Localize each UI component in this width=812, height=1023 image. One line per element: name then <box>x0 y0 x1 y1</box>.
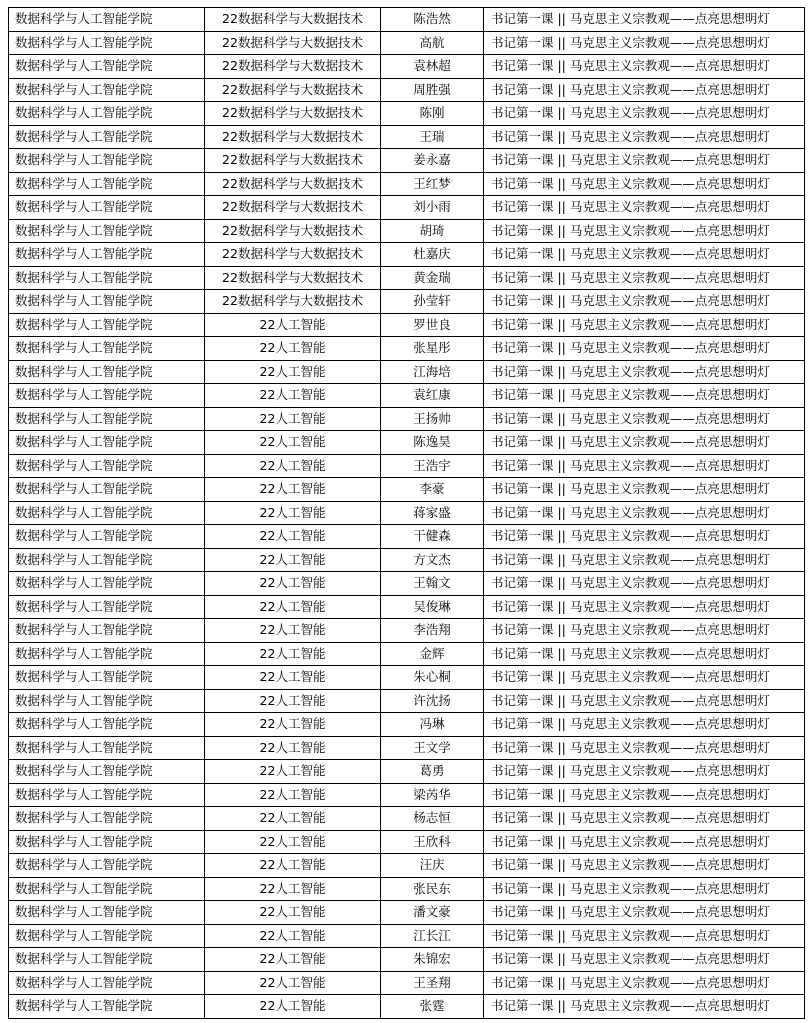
major-cell: 22数据科学与大数据技术 <box>205 31 381 55</box>
college-cell: 数据科学与人工智能学院 <box>9 760 205 784</box>
major-cell: 22人工智能 <box>205 736 381 760</box>
course-cell: 书记第一课 || 马克思主义宗教观——点亮思想明灯 <box>484 901 805 925</box>
name-cell: 王瑞 <box>381 125 484 149</box>
major-cell: 22人工智能 <box>205 642 381 666</box>
table-row <box>9 642 805 666</box>
table-row <box>9 313 805 337</box>
college-cell: 数据科学与人工智能学院 <box>9 149 205 173</box>
college-cell: 数据科学与人工智能学院 <box>9 337 205 361</box>
course-cell: 书记第一课 || 马克思主义宗教观——点亮思想明灯 <box>484 384 805 408</box>
major-cell: 22数据科学与大数据技术 <box>205 78 381 102</box>
course-cell: 书记第一课 || 马克思主义宗教观——点亮思想明灯 <box>484 360 805 384</box>
table-row <box>9 807 805 831</box>
course-cell: 书记第一课 || 马克思主义宗教观——点亮思想明灯 <box>484 219 805 243</box>
course-cell: 书记第一课 || 马克思主义宗教观——点亮思想明灯 <box>484 689 805 713</box>
course-cell: 书记第一课 || 马克思主义宗教观——点亮思想明灯 <box>484 196 805 220</box>
course-cell: 书记第一课 || 马克思主义宗教观——点亮思想明灯 <box>484 807 805 831</box>
name-cell: 王文学 <box>381 736 484 760</box>
name-cell: 陈逸昊 <box>381 431 484 455</box>
table-row <box>9 78 805 102</box>
course-cell: 书记第一课 || 马克思主义宗教观——点亮思想明灯 <box>484 31 805 55</box>
major-cell: 22人工智能 <box>205 313 381 337</box>
course-cell: 书记第一课 || 马克思主义宗教观——点亮思想明灯 <box>484 548 805 572</box>
major-cell: 22人工智能 <box>205 407 381 431</box>
course-cell: 书记第一课 || 马克思主义宗教观——点亮思想明灯 <box>484 619 805 643</box>
major-cell: 22人工智能 <box>205 501 381 525</box>
course-cell: 书记第一课 || 马克思主义宗教观——点亮思想明灯 <box>484 478 805 502</box>
major-cell: 22人工智能 <box>205 548 381 572</box>
name-cell: 陈浩然 <box>381 8 484 32</box>
course-cell: 书记第一课 || 马克思主义宗教观——点亮思想明灯 <box>484 266 805 290</box>
name-cell: 袁林超 <box>381 55 484 79</box>
table-row <box>9 783 805 807</box>
table-row <box>9 149 805 173</box>
major-cell: 22人工智能 <box>205 478 381 502</box>
major-cell: 22人工智能 <box>205 572 381 596</box>
major-cell: 22数据科学与大数据技术 <box>205 172 381 196</box>
table-row <box>9 55 805 79</box>
major-cell: 22人工智能 <box>205 360 381 384</box>
course-cell: 书记第一课 || 马克思主义宗教观——点亮思想明灯 <box>484 713 805 737</box>
college-cell: 数据科学与人工智能学院 <box>9 431 205 455</box>
college-cell: 数据科学与人工智能学院 <box>9 924 205 948</box>
course-cell: 书记第一课 || 马克思主义宗教观——点亮思想明灯 <box>484 290 805 314</box>
table-row <box>9 595 805 619</box>
course-cell: 书记第一课 || 马克思主义宗教观——点亮思想明灯 <box>484 924 805 948</box>
course-cell: 书记第一课 || 马克思主义宗教观——点亮思想明灯 <box>484 783 805 807</box>
course-cell: 书记第一课 || 马克思主义宗教观——点亮思想明灯 <box>484 642 805 666</box>
name-cell: 袁红康 <box>381 384 484 408</box>
major-cell: 22人工智能 <box>205 713 381 737</box>
table-row <box>9 689 805 713</box>
name-cell: 孙莹轩 <box>381 290 484 314</box>
major-cell: 22数据科学与大数据技术 <box>205 290 381 314</box>
course-cell: 书记第一课 || 马克思主义宗教观——点亮思想明灯 <box>484 149 805 173</box>
major-cell: 22人工智能 <box>205 901 381 925</box>
table-row <box>9 172 805 196</box>
name-cell: 王扬帅 <box>381 407 484 431</box>
college-cell: 数据科学与人工智能学院 <box>9 384 205 408</box>
name-cell: 罗世良 <box>381 313 484 337</box>
major-cell: 22人工智能 <box>205 807 381 831</box>
table-row <box>9 31 805 55</box>
major-cell: 22数据科学与大数据技术 <box>205 219 381 243</box>
name-cell: 方文杰 <box>381 548 484 572</box>
major-cell: 22人工智能 <box>205 454 381 478</box>
name-cell: 吴俊琳 <box>381 595 484 619</box>
course-cell: 书记第一课 || 马克思主义宗教观——点亮思想明灯 <box>484 830 805 854</box>
major-cell: 22人工智能 <box>205 948 381 972</box>
table-row <box>9 266 805 290</box>
major-cell: 22人工智能 <box>205 525 381 549</box>
course-cell: 书记第一课 || 马克思主义宗教观——点亮思想明灯 <box>484 125 805 149</box>
college-cell: 数据科学与人工智能学院 <box>9 196 205 220</box>
course-cell: 书记第一课 || 马克思主义宗教观——点亮思想明灯 <box>484 995 805 1019</box>
name-cell: 王红梦 <box>381 172 484 196</box>
table-row <box>9 948 805 972</box>
name-cell: 干健森 <box>381 525 484 549</box>
college-cell: 数据科学与人工智能学院 <box>9 948 205 972</box>
course-cell: 书记第一课 || 马克思主义宗教观——点亮思想明灯 <box>484 854 805 878</box>
college-cell: 数据科学与人工智能学院 <box>9 572 205 596</box>
course-cell: 书记第一课 || 马克思主义宗教观——点亮思想明灯 <box>484 501 805 525</box>
table-row <box>9 243 805 267</box>
table-row <box>9 572 805 596</box>
college-cell: 数据科学与人工智能学院 <box>9 501 205 525</box>
table-row <box>9 877 805 901</box>
course-cell: 书记第一课 || 马克思主义宗教观——点亮思想明灯 <box>484 971 805 995</box>
major-cell: 22人工智能 <box>205 971 381 995</box>
college-cell: 数据科学与人工智能学院 <box>9 102 205 126</box>
college-cell: 数据科学与人工智能学院 <box>9 642 205 666</box>
table-row <box>9 407 805 431</box>
major-cell: 22数据科学与大数据技术 <box>205 266 381 290</box>
table-row <box>9 384 805 408</box>
college-cell: 数据科学与人工智能学院 <box>9 901 205 925</box>
table-row <box>9 454 805 478</box>
major-cell: 22人工智能 <box>205 877 381 901</box>
major-cell: 22人工智能 <box>205 337 381 361</box>
table-row <box>9 971 805 995</box>
course-cell: 书记第一课 || 马克思主义宗教观——点亮思想明灯 <box>484 243 805 267</box>
college-cell: 数据科学与人工智能学院 <box>9 478 205 502</box>
table-row <box>9 478 805 502</box>
course-cell: 书记第一课 || 马克思主义宗教观——点亮思想明灯 <box>484 8 805 32</box>
name-cell: 朱心桐 <box>381 666 484 690</box>
college-cell: 数据科学与人工智能学院 <box>9 243 205 267</box>
college-cell: 数据科学与人工智能学院 <box>9 172 205 196</box>
table-row <box>9 901 805 925</box>
college-cell: 数据科学与人工智能学院 <box>9 830 205 854</box>
name-cell: 葛勇 <box>381 760 484 784</box>
course-cell: 书记第一课 || 马克思主义宗教观——点亮思想明灯 <box>484 313 805 337</box>
table-row <box>9 760 805 784</box>
course-cell: 书记第一课 || 马克思主义宗教观——点亮思想明灯 <box>484 431 805 455</box>
major-cell: 22人工智能 <box>205 830 381 854</box>
college-cell: 数据科学与人工智能学院 <box>9 619 205 643</box>
table-row <box>9 125 805 149</box>
college-cell: 数据科学与人工智能学院 <box>9 807 205 831</box>
course-cell: 书记第一课 || 马克思主义宗教观——点亮思想明灯 <box>484 595 805 619</box>
major-cell: 22人工智能 <box>205 689 381 713</box>
college-cell: 数据科学与人工智能学院 <box>9 219 205 243</box>
name-cell: 王欣科 <box>381 830 484 854</box>
table-row <box>9 713 805 737</box>
college-cell: 数据科学与人工智能学院 <box>9 689 205 713</box>
course-cell: 书记第一课 || 马克思主义宗教观——点亮思想明灯 <box>484 666 805 690</box>
college-cell: 数据科学与人工智能学院 <box>9 995 205 1019</box>
major-cell: 22人工智能 <box>205 384 381 408</box>
table-row <box>9 736 805 760</box>
course-cell: 书记第一课 || 马克思主义宗教观——点亮思想明灯 <box>484 572 805 596</box>
table-row <box>9 666 805 690</box>
table-row <box>9 102 805 126</box>
course-cell: 书记第一课 || 马克思主义宗教观——点亮思想明灯 <box>484 172 805 196</box>
name-cell: 高航 <box>381 31 484 55</box>
college-cell: 数据科学与人工智能学院 <box>9 783 205 807</box>
course-cell: 书记第一课 || 马克思主义宗教观——点亮思想明灯 <box>484 525 805 549</box>
name-cell: 姜永嘉 <box>381 149 484 173</box>
name-cell: 周胜强 <box>381 78 484 102</box>
college-cell: 数据科学与人工智能学院 <box>9 125 205 149</box>
name-cell: 冯琳 <box>381 713 484 737</box>
name-cell: 王浩宇 <box>381 454 484 478</box>
table-row <box>9 854 805 878</box>
major-cell: 22数据科学与大数据技术 <box>205 243 381 267</box>
college-cell: 数据科学与人工智能学院 <box>9 595 205 619</box>
table-row <box>9 196 805 220</box>
college-cell: 数据科学与人工智能学院 <box>9 854 205 878</box>
name-cell: 汪庆 <box>381 854 484 878</box>
name-cell: 许沈扬 <box>381 689 484 713</box>
college-cell: 数据科学与人工智能学院 <box>9 266 205 290</box>
name-cell: 张民东 <box>381 877 484 901</box>
college-cell: 数据科学与人工智能学院 <box>9 313 205 337</box>
major-cell: 22人工智能 <box>205 783 381 807</box>
table-row <box>9 548 805 572</box>
table-row <box>9 501 805 525</box>
college-cell: 数据科学与人工智能学院 <box>9 290 205 314</box>
college-cell: 数据科学与人工智能学院 <box>9 454 205 478</box>
college-cell: 数据科学与人工智能学院 <box>9 877 205 901</box>
major-cell: 22数据科学与大数据技术 <box>205 196 381 220</box>
name-cell: 黄金瑞 <box>381 266 484 290</box>
college-cell: 数据科学与人工智能学院 <box>9 666 205 690</box>
major-cell: 22人工智能 <box>205 619 381 643</box>
name-cell: 张霆 <box>381 995 484 1019</box>
course-cell: 书记第一课 || 马克思主义宗教观——点亮思想明灯 <box>484 948 805 972</box>
major-cell: 22人工智能 <box>205 854 381 878</box>
college-cell: 数据科学与人工智能学院 <box>9 55 205 79</box>
name-cell: 杨志恒 <box>381 807 484 831</box>
name-cell: 李浩翔 <box>381 619 484 643</box>
name-cell: 蒋家盛 <box>381 501 484 525</box>
major-cell: 22数据科学与大数据技术 <box>205 55 381 79</box>
roster-table <box>8 7 805 1019</box>
college-cell: 数据科学与人工智能学院 <box>9 360 205 384</box>
college-cell: 数据科学与人工智能学院 <box>9 736 205 760</box>
name-cell: 王圣翔 <box>381 971 484 995</box>
college-cell: 数据科学与人工智能学院 <box>9 548 205 572</box>
table-row <box>9 219 805 243</box>
table-row <box>9 337 805 361</box>
major-cell: 22数据科学与大数据技术 <box>205 125 381 149</box>
name-cell: 金辉 <box>381 642 484 666</box>
major-cell: 22人工智能 <box>205 760 381 784</box>
table-row <box>9 360 805 384</box>
name-cell: 潘文豪 <box>381 901 484 925</box>
roster-table-body <box>9 8 805 1019</box>
name-cell: 李豪 <box>381 478 484 502</box>
table-row <box>9 8 805 32</box>
college-cell: 数据科学与人工智能学院 <box>9 971 205 995</box>
major-cell: 22数据科学与大数据技术 <box>205 102 381 126</box>
major-cell: 22人工智能 <box>205 924 381 948</box>
table-row <box>9 619 805 643</box>
table-row <box>9 830 805 854</box>
name-cell: 王翰文 <box>381 572 484 596</box>
table-row <box>9 431 805 455</box>
college-cell: 数据科学与人工智能学院 <box>9 407 205 431</box>
college-cell: 数据科学与人工智能学院 <box>9 713 205 737</box>
course-cell: 书记第一课 || 马克思主义宗教观——点亮思想明灯 <box>484 736 805 760</box>
name-cell: 江长江 <box>381 924 484 948</box>
name-cell: 张星彤 <box>381 337 484 361</box>
table-row <box>9 525 805 549</box>
course-cell: 书记第一课 || 马克思主义宗教观——点亮思想明灯 <box>484 407 805 431</box>
name-cell: 江海培 <box>381 360 484 384</box>
course-cell: 书记第一课 || 马克思主义宗教观——点亮思想明灯 <box>484 337 805 361</box>
major-cell: 22数据科学与大数据技术 <box>205 149 381 173</box>
table-row <box>9 290 805 314</box>
name-cell: 刘小雨 <box>381 196 484 220</box>
college-cell: 数据科学与人工智能学院 <box>9 78 205 102</box>
name-cell: 陈刚 <box>381 102 484 126</box>
major-cell: 22人工智能 <box>205 431 381 455</box>
table-row <box>9 924 805 948</box>
college-cell: 数据科学与人工智能学院 <box>9 31 205 55</box>
college-cell: 数据科学与人工智能学院 <box>9 8 205 32</box>
course-cell: 书记第一课 || 马克思主义宗教观——点亮思想明灯 <box>484 102 805 126</box>
course-cell: 书记第一课 || 马克思主义宗教观——点亮思想明灯 <box>484 454 805 478</box>
name-cell: 杜嘉庆 <box>381 243 484 267</box>
name-cell: 梁芮华 <box>381 783 484 807</box>
course-cell: 书记第一课 || 马克思主义宗教观——点亮思想明灯 <box>484 78 805 102</box>
college-cell: 数据科学与人工智能学院 <box>9 525 205 549</box>
major-cell: 22数据科学与大数据技术 <box>205 8 381 32</box>
major-cell: 22人工智能 <box>205 995 381 1019</box>
name-cell: 胡琦 <box>381 219 484 243</box>
course-cell: 书记第一课 || 马克思主义宗教观——点亮思想明灯 <box>484 55 805 79</box>
name-cell: 朱锦宏 <box>381 948 484 972</box>
major-cell: 22人工智能 <box>205 595 381 619</box>
major-cell: 22人工智能 <box>205 666 381 690</box>
course-cell: 书记第一课 || 马克思主义宗教观——点亮思想明灯 <box>484 760 805 784</box>
course-cell: 书记第一课 || 马克思主义宗教观——点亮思想明灯 <box>484 877 805 901</box>
table-row <box>9 995 805 1019</box>
